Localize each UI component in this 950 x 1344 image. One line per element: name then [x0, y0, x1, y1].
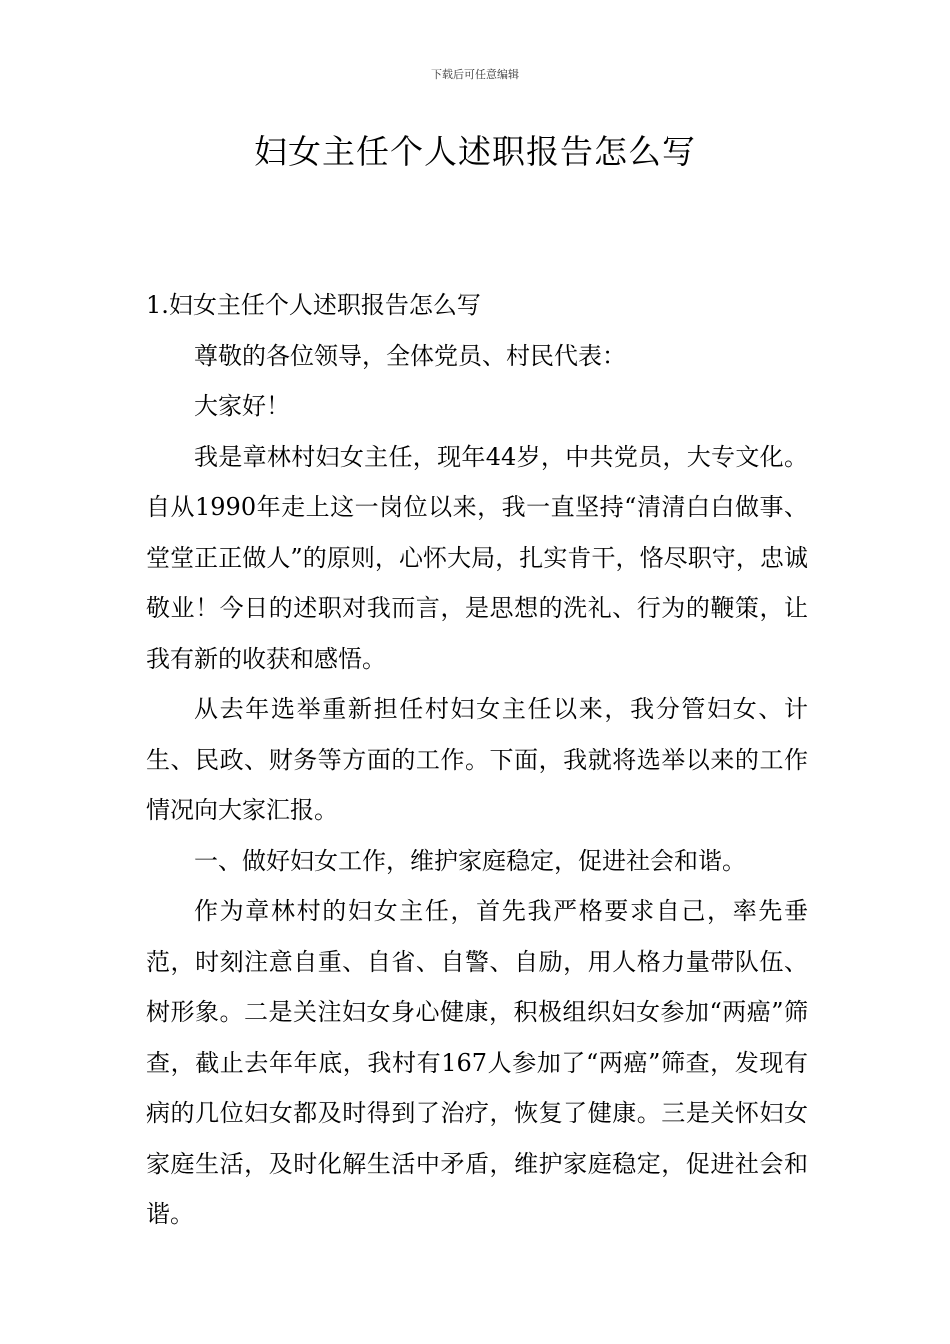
- header-note: 下载后可任意编辑: [431, 68, 519, 81]
- greeting-paragraph: 大家好！: [194, 392, 290, 420]
- document-title: 妇女主任个人述职报告怎么写: [254, 132, 696, 171]
- duties-paragraph: 从去年选举重新担任村妇女主任以来，我分管妇女、计生、民政、财务等方面的工作。下面，我就将选举以来的工作情况向大家汇报。: [146, 695, 808, 824]
- subheading-paragraph: 一、做好妇女工作，维护家庭稳定，促进社会和谐。: [194, 846, 746, 875]
- work-detail-paragraph: 作为章林村的妇女主任，首先我严格要求自己，率先垂范，时刻注意自重、自省、自警、自励，用人格力量带队伍、树形象。二是关注妇女身心健康，积极组织妇女参加“两癌”筛查，截止去年年底，我村有167人参加了“两癌”筛查，发现有病的几位妇女都及时得到了治疗，恢复了健康。三是关怀妇女家庭生活，及时化解生活中矛盾，维护家庭稳定，促进社会和谐。: [146, 897, 808, 1228]
- intro-paragraph: 我是章林村妇女主任，现年44岁，中共党员，大专文化。自从1990年走上这一岗位以来，我一直坚持“清清白白做事、堂堂正正做人”的原则，心怀大局，扎实肯干，恪尽职守，忠诚敬业！今日的述职对我而言，是思想的洗礼、行为的鞭策，让我有新的收获和感悟。: [146, 442, 808, 673]
- document-body: [146, 280, 808, 1240]
- section-heading: 1.妇女主任个人述职报告怎么写: [146, 291, 481, 319]
- salutation-paragraph: 尊敬的各位领导，全体党员、村民代表：: [194, 341, 626, 370]
